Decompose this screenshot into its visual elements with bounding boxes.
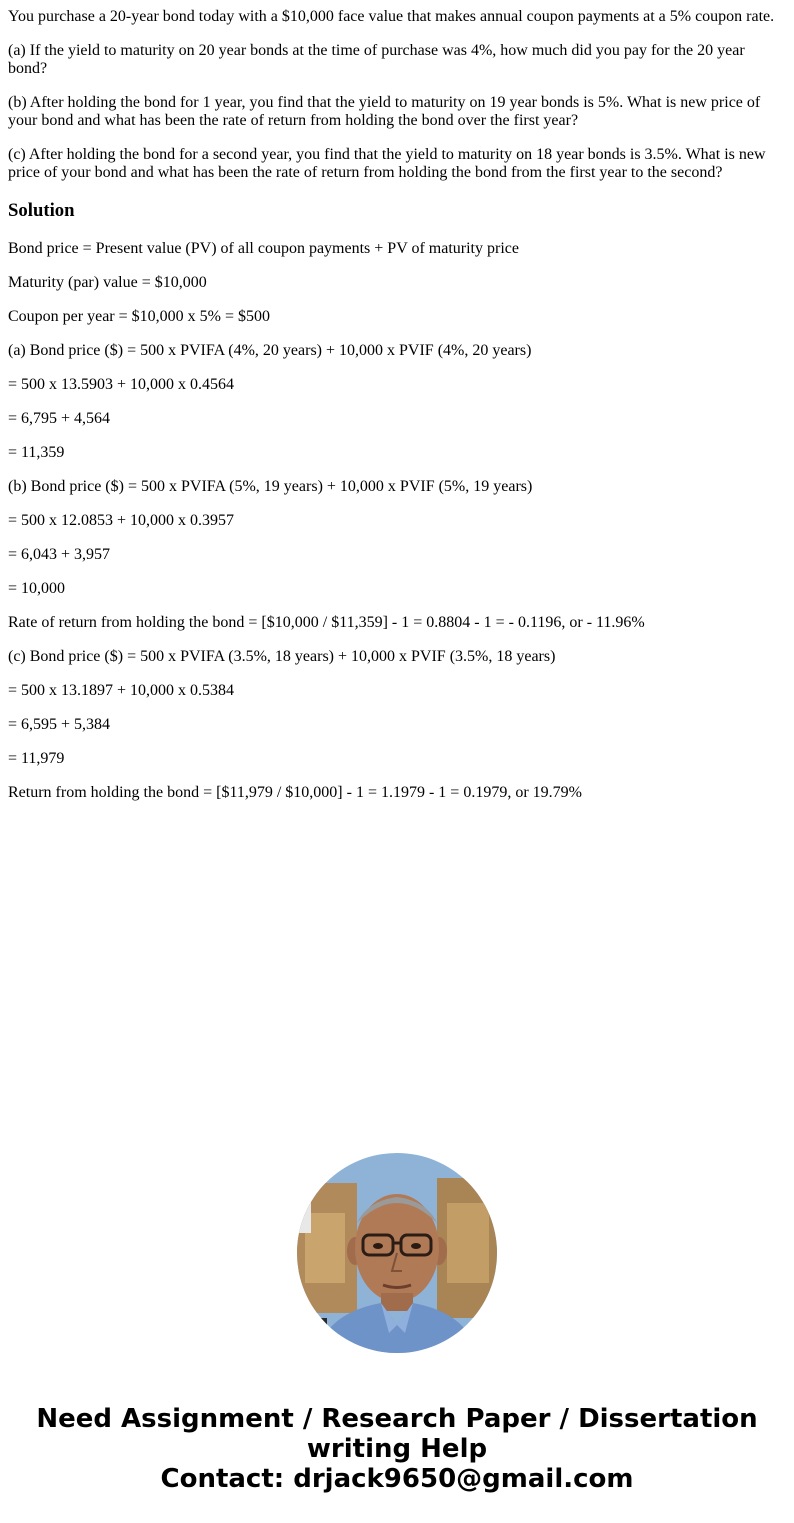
solution-line: = 500 x 13.5903 + 10,000 x 0.4564	[8, 376, 235, 393]
solution-line: = 11,359	[8, 444, 65, 461]
footer-contact: Contact: drjack9650@gmail.com	[160, 1464, 634, 1494]
author-avatar	[297, 1153, 497, 1353]
solution-line: = 11,979	[8, 750, 65, 767]
footer-banner	[0, 1404, 794, 1494]
solution-line: (c) Bond price ($) = 500 x PVIFA (3.5%, 18 years) + 10,000 x PVIF (3.5%, 18 years)	[8, 648, 556, 665]
solution-line: (a) Bond price ($) = 500 x PVIFA (4%, 20 years) + 10,000 x PVIF (4%, 20 years)	[8, 342, 532, 359]
solution-block	[8, 240, 786, 802]
solution-line: Maturity (par) value = $10,000	[8, 274, 207, 291]
solution-line: Return from holding the bond = [$11,979 / $10,000] - 1 = 1.1979 - 1 = 0.1979, or 19.79%	[8, 784, 582, 801]
solution-line: = 6,043 + 3,957	[8, 546, 111, 563]
question-intro: You purchase a 20-year bond today with a $10,000 face value that makes annual coupon payments at a 5% coupon rate.	[8, 8, 775, 25]
author-portrait-icon	[297, 1153, 497, 1353]
solution-line: (b) Bond price ($) = 500 x PVIFA (5%, 19 years) + 10,000 x PVIF (5%, 19 years)	[8, 478, 533, 495]
question-part-a: (a) If the yield to maturity on 20 year bonds at the time of purchase was 4%, how much did you pay for the 20 year bond?	[8, 42, 745, 77]
question-block	[8, 0, 786, 182]
solution-line: = 10,000	[8, 580, 66, 597]
solution-line: = 500 x 12.0853 + 10,000 x 0.3957	[8, 512, 235, 529]
footer-line-2: writing Help	[306, 1434, 488, 1464]
solution-heading: Solution	[8, 200, 75, 221]
solution-line: = 500 x 13.1897 + 10,000 x 0.5384	[8, 682, 235, 699]
footer-line-1: Need Assignment / Research Paper / Dissertation	[36, 1404, 758, 1434]
solution-line: = 6,795 + 4,564	[8, 410, 111, 427]
solution-line: Coupon per year = $10,000 x 5% = $500	[8, 308, 271, 325]
solution-line: Rate of return from holding the bond = [$10,000 / $11,359] - 1 = 0.8804 - 1 = - 0.1196, or - 11.96%	[8, 614, 645, 631]
question-part-c: (c) After holding the bond for a second year, you find that the yield to maturity on 18 year bonds is 3.5%. What is new price of your bond and what has been the rate of return from holding the bond from the first year to the second?	[8, 146, 766, 181]
solution-line: Bond price = Present value (PV) of all coupon payments + PV of maturity price	[8, 240, 519, 257]
question-part-b: (b) After holding the bond for 1 year, you find that the yield to maturity on 19 year bonds is 5%. What is new price of your bond and what has been the rate of return from holding the bond over the first year?	[8, 94, 761, 129]
solution-line: = 6,595 + 5,384	[8, 716, 111, 733]
document-body	[8, 0, 786, 818]
